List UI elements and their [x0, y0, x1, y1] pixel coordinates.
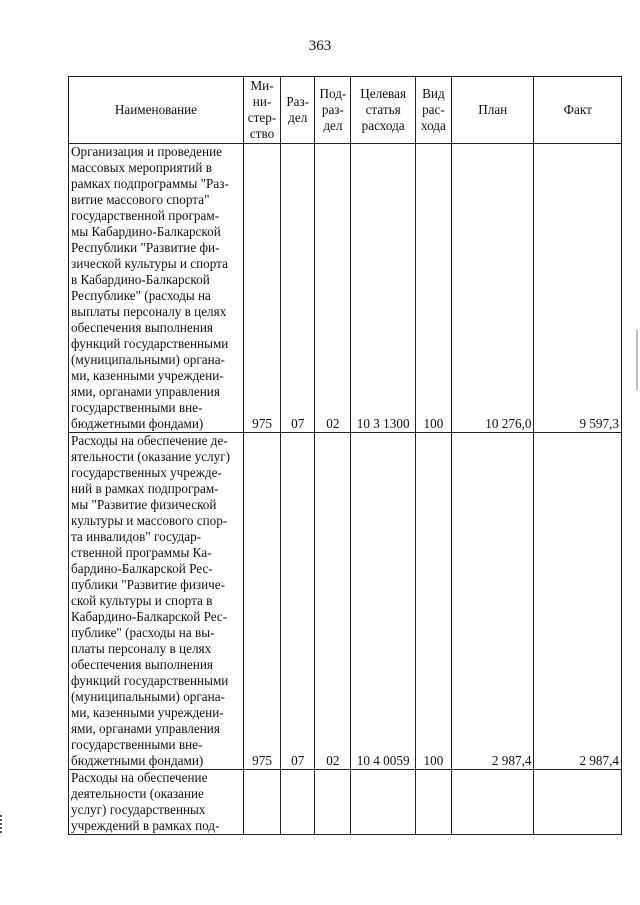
row-name: Расходы на обеспечение де- ятельности (оказание услуг) государственных учрежде- ний в рамках подпрограм- мы "Развитие физической культуры и массового спор- та инвалидов" государ- ственной программы Ка- бардино-Балкарской Рес- публики "Развитие физиче- ской культуры и спорта в Кабардино-Балкарской Рес- публике" (расходы на вы- платы персоналу в целях обеспечения выполнения функций государственными (муниципальными) органа- ми, казенными учреждени- ями, органами управления государственными вне- бюджетными фондами) — [69, 433, 244, 770]
row-ministry: 975 — [243, 144, 280, 433]
row-expense-kind: 100 — [415, 433, 451, 770]
header-subsection: Под- раз- дел — [315, 77, 351, 144]
header-target-article: Целевая статья расхода — [351, 77, 415, 144]
header-fact: Факт — [534, 77, 622, 144]
header-section: Раз- дел — [281, 77, 315, 144]
row-fact: 2 987,4 — [534, 433, 622, 770]
table-row — [69, 770, 622, 835]
row-plan: 10 276,0 — [452, 144, 534, 433]
row-fact — [534, 770, 622, 835]
header-expense-kind: Вид рас- хода — [415, 77, 451, 144]
row-target-article: 10 4 0059 — [351, 433, 415, 770]
row-subsection: 02 — [315, 144, 351, 433]
row-section: 07 — [281, 433, 315, 770]
row-name: Расходы на обеспечение деятельности (оказание услуг) государственных учреждений в рамках под- — [69, 770, 244, 835]
scan-margin-mark — [0, 815, 5, 833]
row-ministry — [243, 770, 280, 835]
row-section — [281, 770, 315, 835]
row-target-article: 10 3 1300 — [351, 144, 415, 433]
row-expense-kind: 100 — [415, 144, 451, 433]
row-ministry: 975 — [243, 433, 280, 770]
row-fact: 9 597,3 — [534, 144, 622, 433]
row-target-article — [351, 770, 415, 835]
row-plan — [452, 770, 534, 835]
row-section: 07 — [281, 144, 315, 433]
row-expense-kind — [415, 770, 451, 835]
header-ministry: Ми- ни- стер- ство — [243, 77, 280, 144]
header-plan: План — [452, 77, 534, 144]
page-number: 363 — [308, 38, 332, 54]
header-name: Наименование — [69, 77, 244, 144]
scan-edge-mark — [634, 330, 638, 390]
budget-table — [68, 76, 622, 835]
table-row — [69, 144, 622, 433]
row-subsection: 02 — [315, 433, 351, 770]
row-plan: 2 987,4 — [452, 433, 534, 770]
row-name: Организация и проведение массовых мероприятий в рамках подпрограммы "Раз- витие массового спорта" государственной програм- мы Кабардино-Балкарской Республики "Развитие фи- зической культуры и спорта в Кабардино-Балкарской Республике" (расходы на выплаты персоналу в целях обеспечения выполнения функций государственными (муниципальными) органа- ми, казенными учреждени- ями, органами управления государственными вне- бюджетными фондами) — [69, 144, 244, 433]
table-row — [69, 433, 622, 770]
row-subsection — [315, 770, 351, 835]
header-row — [69, 77, 622, 144]
